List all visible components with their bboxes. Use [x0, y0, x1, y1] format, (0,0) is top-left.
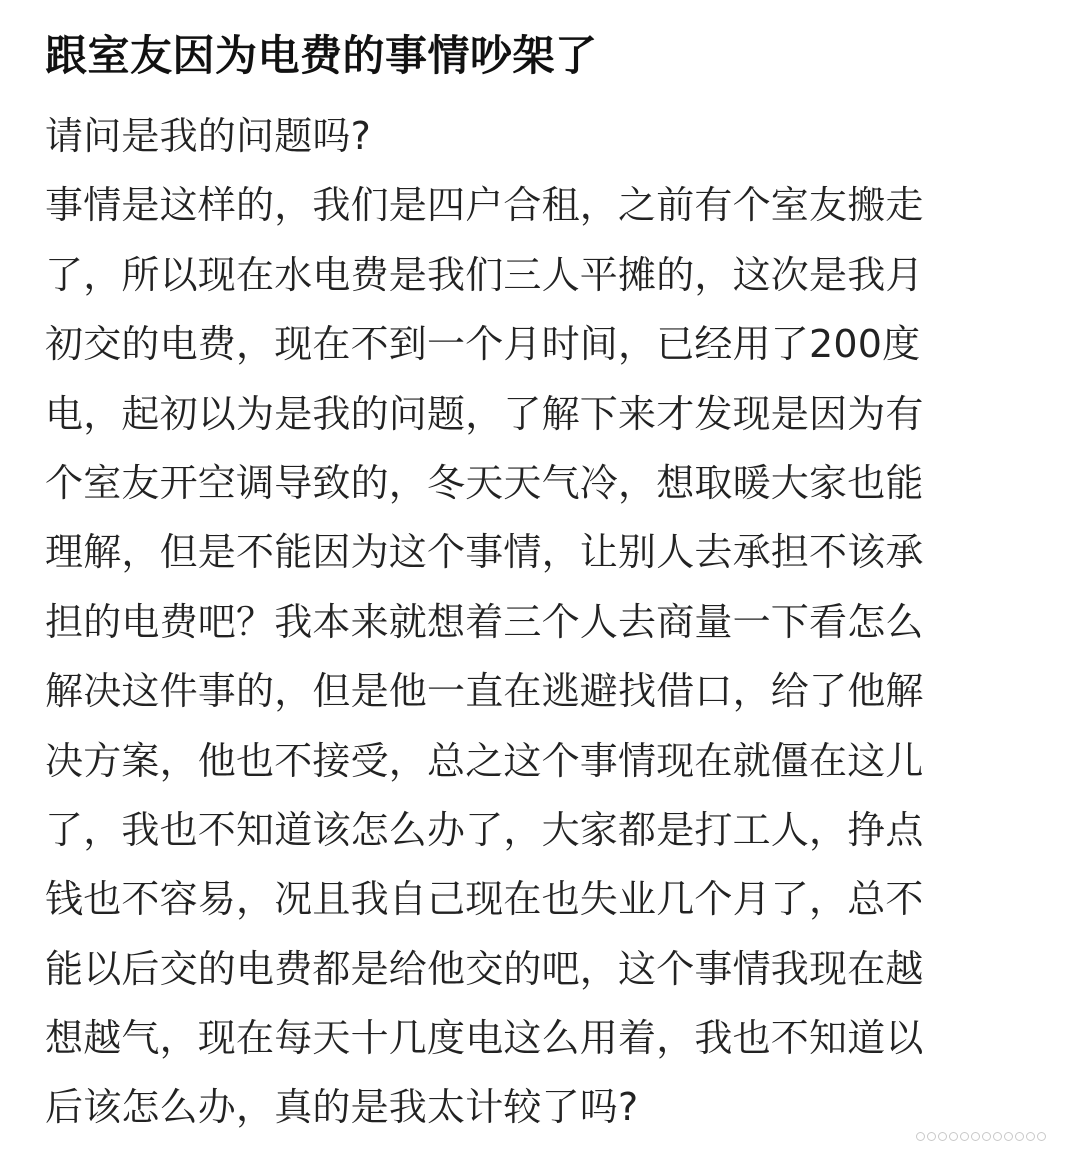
watermark-dot	[982, 1132, 991, 1141]
post-line: 想越气，现在每天十几度电这么用着，我也不知道以	[45, 1016, 924, 1061]
post-line: 理解，但是不能因为这个事情，让别人去承担不该承	[45, 530, 924, 575]
post-line: 担的电费吧？我本来就想着三个人去商量一下看怎么	[45, 599, 924, 644]
post-line: 初交的电费，现在不到一个月时间，已经用了200度	[45, 322, 921, 367]
post-body	[45, 102, 1035, 1143]
watermark-dot	[949, 1132, 958, 1141]
watermark-dot	[960, 1132, 969, 1141]
watermark-dot	[1026, 1132, 1035, 1141]
post-line: 电，起初以为是我的问题，了解下来才发现是因为有	[45, 391, 924, 436]
watermark-dot	[927, 1132, 936, 1141]
watermark-dot	[993, 1132, 1002, 1141]
post-line: 决方案，他也不接受，总之这个事情现在就僵在这儿	[45, 738, 924, 783]
post-line: 了，所以现在水电费是我们三人平摊的，这次是我月	[45, 252, 924, 297]
post-title: 跟室友因为电费的事情吵架了	[45, 31, 598, 80]
watermark-dot	[938, 1132, 947, 1141]
watermark-dot	[971, 1132, 980, 1141]
post-content	[45, 0, 1035, 1143]
watermark-dot	[1004, 1132, 1013, 1141]
post-line: 钱也不容易，况且我自己现在也失业几个月了，总不	[45, 877, 924, 922]
post-line: 后该怎么办，真的是我太计较了吗?	[45, 1085, 639, 1130]
post-line: 了，我也不知道该怎么办了，大家都是打工人，挣点	[45, 807, 924, 852]
watermark-dot	[916, 1132, 925, 1141]
post-line: 个室友开空调导致的，冬天天气冷，想取暖大家也能	[45, 460, 924, 505]
post-line: 能以后交的电费都是给他交的吧，这个事情我现在越	[45, 946, 924, 991]
watermark-dot	[1037, 1132, 1046, 1141]
watermark-dot	[1015, 1132, 1024, 1141]
post-line: 事情是这样的，我们是四户合租，之前有个室友搬走	[45, 183, 924, 228]
post-line: 请问是我的问题吗?	[45, 114, 371, 158]
post-line: 解决这件事的，但是他一直在逃避找借口，给了他解	[45, 669, 924, 714]
watermark-dots	[916, 1132, 1046, 1141]
